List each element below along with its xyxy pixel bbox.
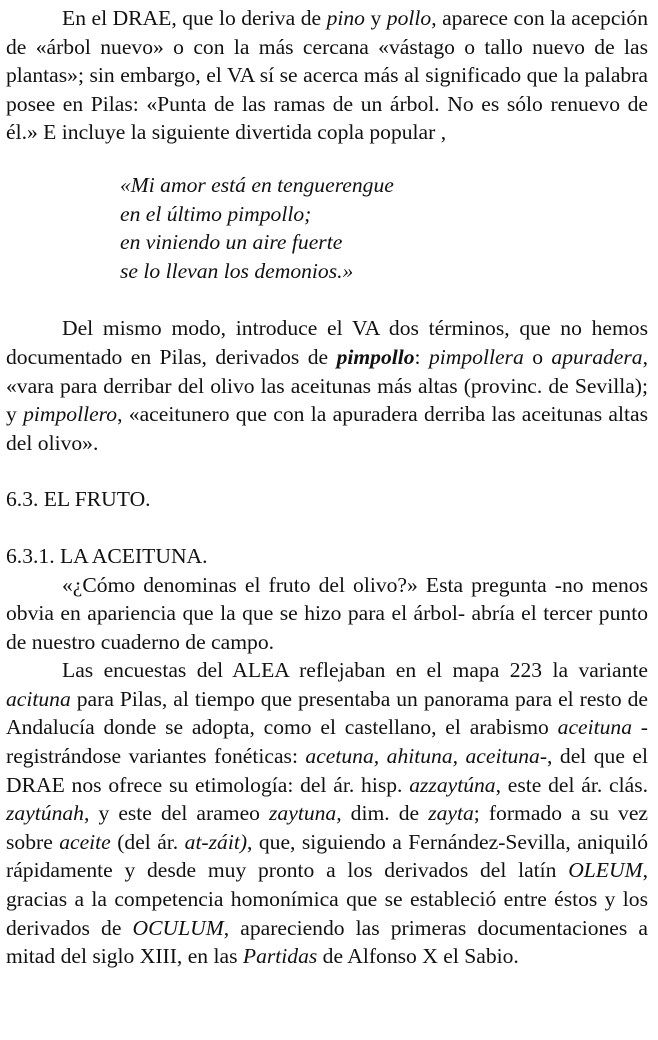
paragraph-pimpollo-definition	[6, 4, 648, 147]
text-run: , gracias a la competencia homonímica que se estableció entre éstos y los derivados de	[6, 858, 648, 940]
italic-term: OCULUM	[132, 915, 224, 940]
italic-term: pimpollera	[428, 344, 524, 369]
text-run: , apareciendo las primeras documentaciones a mitad del siglo XIII, en las	[6, 915, 648, 969]
text-run: , del que el DRAE nos ofrece su etimología: del ár. hisp.	[6, 744, 648, 797]
italic-term: aceituna	[557, 715, 632, 740]
italic-term: zayta	[428, 801, 474, 826]
subsection-heading-aceituna: 6.3.1. LA ACEITUNA.	[6, 543, 208, 568]
paragraph-alea-survey	[6, 656, 648, 971]
italic-term: pino	[326, 6, 365, 30]
italic-term: zaytuna,	[269, 801, 342, 826]
popular-verse	[120, 171, 648, 285]
italic-term: acituna	[6, 686, 71, 711]
text-run: , este del ár. clás.	[495, 772, 648, 797]
verse-line: «Mi amor está en tenguerengue	[120, 172, 394, 197]
text-run: Del mismo modo, introduce el VA dos términos, que no hemos documentado en Pilas, derivados de	[6, 316, 648, 369]
document-page	[6, 4, 648, 971]
italic-term: acetuna, ahituna, aceituna-	[305, 744, 548, 769]
text-run: En el DRAE, que lo deriva de	[62, 6, 327, 30]
paragraph-pimpollo-derivatives	[6, 314, 648, 457]
italic-term: Partidas	[242, 944, 318, 969]
text-run: , que, siguiendo a Fernández-Sevilla, aniquiló rápidamente y desde muy pronto a los derivados del latín	[6, 829, 648, 883]
italic-term: pollo	[386, 6, 432, 30]
text-run: , «vara para derribar del olivo las aceitunas más altas (provinc. de Sevilla); y	[6, 344, 649, 427]
text-run: de Alfonso X el Sabio.	[317, 944, 519, 969]
bold-italic-term: pimpollo	[336, 344, 415, 369]
italic-term: apuradera	[551, 344, 643, 369]
italic-term: at-záit)	[184, 829, 248, 854]
italic-term: azzaytúna	[409, 772, 496, 797]
italic-term: OLEUM	[568, 858, 643, 883]
section-heading-fruto: 6.3. EL FRUTO.	[6, 487, 151, 512]
text-run: :	[414, 344, 429, 369]
verse-line: se lo llevan los demonios.»	[120, 258, 354, 283]
text-run: ; formado a su vez sobre	[6, 801, 648, 854]
paragraph-question: «¿Cómo denominas el fruto del olivo?» Esta pregunta -no menos obvia en apariencia que la que se hizo para el árbol- abría el tercer punto de nuestro cuaderno de campo.	[6, 572, 648, 654]
text-run: para Pilas, al tiempo que presentaba un panorama para el resto de Andalucía donde se adopta, como el castellano, el arabismo	[6, 686, 648, 740]
text-run: , y este del arameo	[83, 801, 270, 826]
text-run: -registrándose variantes fonéticas:	[6, 715, 648, 769]
text-run: y	[364, 6, 387, 30]
text-run: dim. de	[341, 801, 429, 826]
italic-term: aceite	[59, 829, 111, 854]
italic-term: zaytúnah	[6, 801, 84, 826]
italic-term: pimpollero	[23, 402, 118, 427]
text-run: o	[523, 344, 552, 369]
verse-line: en el último pimpollo;	[120, 201, 312, 226]
verse-line: en viniendo un aire fuerte	[120, 230, 343, 255]
text-run: (del ár.	[110, 829, 185, 854]
text-run: , «aceitunero que con la apuradera derriba las aceitunas altas del olivo».	[6, 402, 648, 455]
text-run: Las encuestas del ALEA reflejaban en el mapa 223 la variante	[62, 658, 648, 683]
text-run: , aparece con la acepción de «árbol nuevo» o con la más cercana «vástago o tallo nuevo de las plantas»; sin embargo, el VA sí se acerca más al significado que la palabra posee en Pilas: «Punta de las ramas de un árbol. No es sólo renuevo de él.» E incluye la siguiente divertida copla popular ,	[6, 6, 648, 145]
